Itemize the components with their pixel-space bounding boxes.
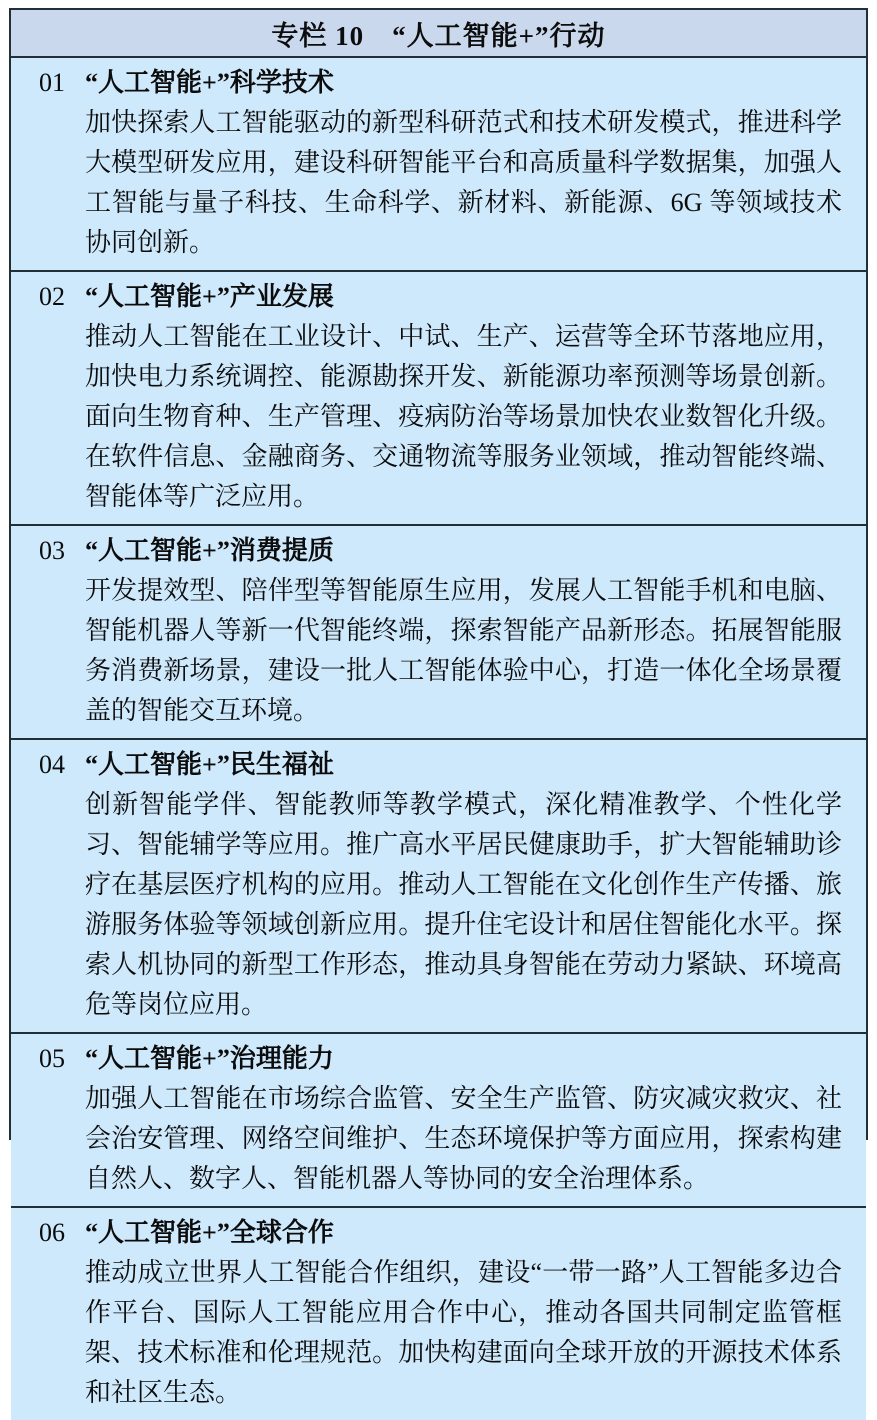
section-body-text: 开发提效型、陪伴型等智能原生应用，发展人工智能手机和电脑、智能机器人等新一代智能终端，探索智能产品新形态。拓展智能服务消费新场景，建设一批人工智能体验中心，打造一体化全场景覆盖的智能交互环境。: [85, 576, 842, 725]
section-title: “人工智能+”消费提质: [85, 536, 334, 565]
section-body-text: 创新智能学伴、智能教师等教学模式，深化精准教学、个性化学习、智能辅学等应用。推广高水平居民健康助手，扩大智能辅助诊疗在基层医疗机构的应用。推动人工智能在文化创作生产传播、旅游服务体验等领域创新应用。提升住宅设计和居住智能化水平。探索人机协同的新型工作形态，推动具身智能在劳动力紧缺、环境高危等岗位应用。: [85, 790, 842, 1019]
section-heading: [11, 1039, 866, 1079]
section-heading: [11, 277, 866, 317]
section-title: “人工智能+”全球合作: [85, 1218, 334, 1247]
column-box-header: [11, 10, 866, 58]
section-body-text: 加强人工智能在市场综合监管、安全生产监管、防灾减灾救灾、社会治安管理、网络空间维护、生态环境保护等方面应用，探索构建自然人、数字人、智能机器人等协同的安全治理体系。: [85, 1084, 842, 1193]
section-heading: [11, 63, 866, 103]
section-number: 02: [39, 282, 65, 311]
section-number: 05: [39, 1044, 65, 1073]
section-row: [11, 58, 866, 270]
section-heading: [11, 531, 866, 571]
section-row: [11, 524, 866, 738]
section-title: “人工智能+”产业发展: [85, 282, 334, 311]
column-box-body: [11, 58, 866, 1420]
section-number: 06: [39, 1218, 65, 1247]
section-body-text: 加快探索人工智能驱动的新型科研范式和技术研发模式，推进科学大模型研发应用，建设科研智能平台和高质量科学数据集，加强人工智能与量子科技、生命科学、新材料、新能源、6G 等领域技术协同创新。: [85, 108, 842, 257]
section-number: 04: [39, 750, 65, 779]
section-title: “人工智能+”科学技术: [85, 68, 334, 97]
section-body-text: 推动成立世界人工智能合作组织，建设“一带一路”人工智能多边合作平台、国际人工智能应用合作中心，推动各国共同制定监管框架、技术标准和伦理规范。加快构建面向全球开放的开源技术体系和社区生态。: [85, 1258, 842, 1407]
section-row: [11, 1206, 866, 1420]
section-body-text: 推动人工智能在工业设计、中试、生产、运营等全环节落地应用，加快电力系统调控、能源勘探开发、新能源功率预测等场景创新。面向生物育种、生产管理、疫病防治等场景加快农业数智化升级。在软件信息、金融商务、交通物流等服务业领域，推动智能终端、智能体等广泛应用。: [85, 322, 842, 511]
section-heading: [11, 745, 866, 785]
section-heading: [11, 1213, 866, 1253]
section-title: “人工智能+”治理能力: [85, 1044, 334, 1073]
section-row: [11, 270, 866, 524]
section-number: 03: [39, 536, 65, 565]
section-row: [11, 738, 866, 1032]
column-box-title: 专栏 10 “人工智能+”行动: [271, 20, 606, 51]
section-row: [11, 1032, 866, 1206]
section-number: 01: [39, 68, 65, 97]
column-box: [9, 8, 868, 1407]
section-title: “人工智能+”民生福祉: [85, 750, 334, 779]
